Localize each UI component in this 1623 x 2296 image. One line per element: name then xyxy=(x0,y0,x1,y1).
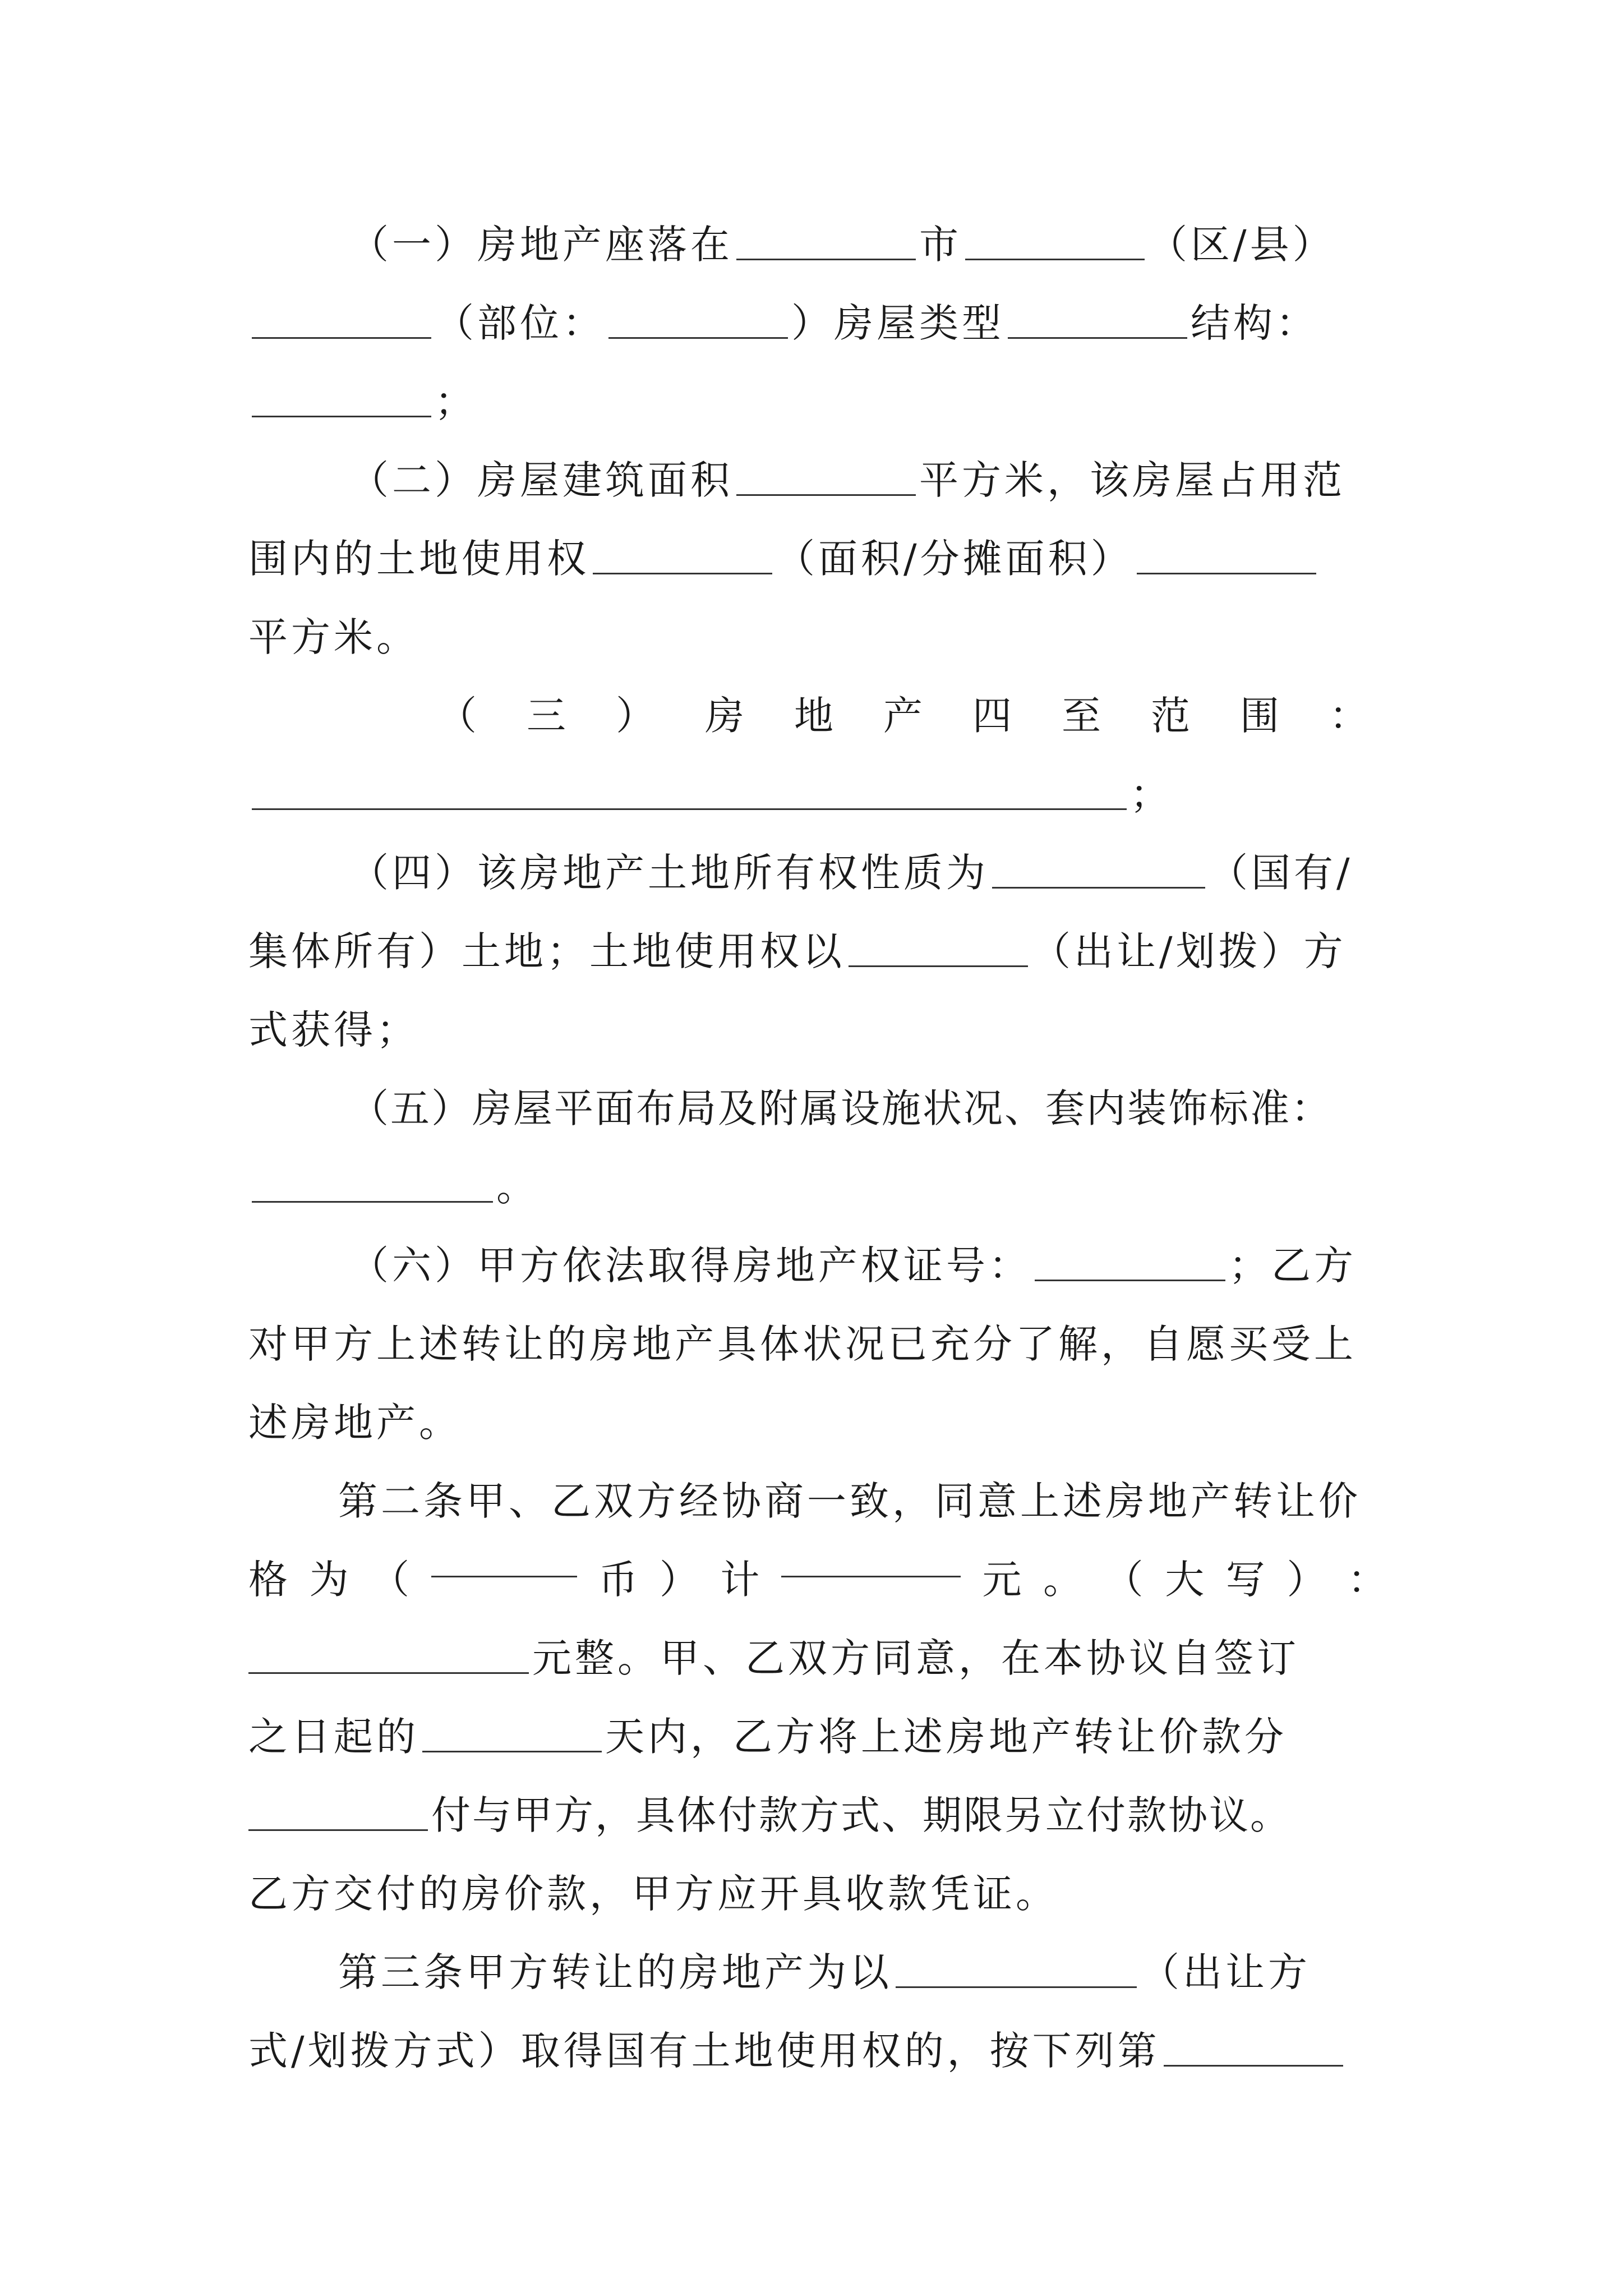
clause-char: ： xyxy=(1329,693,1368,739)
clause-2-line-2 xyxy=(248,519,1393,598)
clause-6-line-1 xyxy=(349,1226,1393,1305)
fill-blank-structure[interactable] xyxy=(252,380,431,417)
clause-char: ： xyxy=(1347,1557,1387,1603)
clause-text: （国有/ xyxy=(1209,850,1353,896)
fill-blank-price-in-words[interactable] xyxy=(248,1637,529,1674)
clause-2-line-3 xyxy=(248,598,1393,677)
clause-text: ； xyxy=(435,379,477,425)
clause-text: 。 xyxy=(496,1164,539,1210)
clause-char: 四 xyxy=(972,693,1012,739)
fill-blank-district[interactable] xyxy=(965,223,1145,260)
clause-text: （出让/划拨）方 xyxy=(1031,928,1347,974)
clause-char: 元 xyxy=(982,1557,1022,1603)
clause-4-line-2 xyxy=(248,912,1393,991)
clause-6-line-2 xyxy=(248,1305,1393,1383)
fill-blank-days[interactable] xyxy=(422,1715,602,1752)
clause-text: 平方米，该房屋占用范 xyxy=(919,457,1345,503)
clause-1-line-1 xyxy=(349,205,1393,284)
clause-char: 计 xyxy=(720,1557,760,1603)
fill-blank-position[interactable] xyxy=(608,302,788,339)
clause-text: （六）甲方依法取得房地产权证号： xyxy=(349,1243,1031,1289)
fill-blank-city[interactable] xyxy=(736,223,916,260)
clause-text: 市 xyxy=(919,222,962,268)
clause-text: 围内的土地使用权 xyxy=(248,536,589,582)
clause-text: （面积/分摊面积） xyxy=(776,536,1133,582)
clause-6-line-3 xyxy=(248,1383,1393,1462)
clause-char: 格 xyxy=(248,1557,288,1603)
clause-text: 集体所有）土地；土地使用权以 xyxy=(248,928,845,974)
clause-3-line-1 xyxy=(437,677,1368,755)
clause-4-line-1 xyxy=(349,834,1393,912)
clause-text: 之日起的 xyxy=(248,1714,419,1760)
clause-char: ） xyxy=(1287,1557,1326,1603)
clause-text: ）房屋类型 xyxy=(791,300,1004,346)
clause-char: 为 xyxy=(309,1557,349,1603)
fill-blank-certificate-number[interactable] xyxy=(1035,1244,1225,1281)
clause-1-line-2 xyxy=(248,284,1393,362)
clause-text: （区/县） xyxy=(1148,222,1335,268)
fill-blank-location[interactable] xyxy=(252,302,431,339)
clause-char: 房 xyxy=(705,693,744,739)
clause-5-line-2 xyxy=(248,1148,1393,1226)
clause-text: 述房地产。 xyxy=(248,1400,462,1446)
clause-text: 乙方交付的房价款，甲方应开具收款凭证。 xyxy=(248,1871,1058,1917)
clause-text: 式获得； xyxy=(248,1007,419,1053)
clause-text: ；乙方 xyxy=(1229,1243,1357,1289)
clause-text: 天内，乙方将上述房地产转让价款分 xyxy=(605,1714,1287,1760)
clause-2-line-1 xyxy=(349,441,1393,519)
clause-char: 至 xyxy=(1062,693,1101,739)
clause-char: 地 xyxy=(794,693,833,739)
fill-blank-acquisition-method[interactable] xyxy=(849,930,1028,967)
clause-text: （四）该房地产土地所有权性质为 xyxy=(349,850,989,896)
clause-char: 大 xyxy=(1165,1557,1205,1603)
clause-text: ； xyxy=(1130,771,1173,817)
clause-char: 。 xyxy=(1043,1557,1083,1603)
clause-text: 结构： xyxy=(1191,300,1318,346)
clause-char: 范 xyxy=(1151,693,1190,739)
clause-char: 币 xyxy=(598,1557,638,1603)
clause-5-line-1 xyxy=(349,1069,1393,1148)
clause-char: （ xyxy=(437,693,477,739)
clause-1-line-3 xyxy=(248,362,1393,441)
clause-4-line-3 xyxy=(248,991,1393,1069)
clause-text: 元整。甲、乙双方同意，在本协议自签订 xyxy=(532,1635,1299,1681)
clause-text: 平方米。 xyxy=(248,614,419,660)
article-2-line-6 xyxy=(248,1855,1393,1933)
clause-text: （一）房地产座落在 xyxy=(349,222,733,268)
article-3-line-1 xyxy=(338,1933,1393,2012)
fill-blank-ownership-nature[interactable] xyxy=(992,852,1205,889)
clause-text: 对甲方上述转让的房地产具体状况已充分了解，自愿买受上 xyxy=(248,1321,1357,1367)
fill-blank-building-area[interactable] xyxy=(736,459,916,496)
clause-text: （二）房屋建筑面积 xyxy=(349,457,733,503)
clause-char: 写 xyxy=(1225,1557,1265,1603)
clause-3-line-2 xyxy=(248,755,1393,834)
clause-text: 第三条甲方转让的房地产为以 xyxy=(338,1949,892,1995)
clause-char: （ xyxy=(1104,1557,1144,1603)
clause-text: 第二条甲、乙双方经协商一致，同意上述房地产转让价 xyxy=(338,1478,1361,1524)
clause-text: （部位： xyxy=(435,300,605,346)
article-2-line-4 xyxy=(248,1697,1393,1776)
article-3-line-2 xyxy=(248,2012,1393,2090)
fill-blank-price-amount[interactable] xyxy=(781,1540,961,1577)
clause-text: （五）房屋平面布局及附属设施状况、套内装饰标准： xyxy=(349,1085,1332,1131)
clause-char: （ xyxy=(370,1557,410,1603)
fill-blank-land-grant-method[interactable] xyxy=(896,1951,1137,1988)
fill-blank-layout-standard[interactable] xyxy=(252,1166,493,1203)
fill-blank-option-number[interactable] xyxy=(1164,2030,1343,2067)
fill-blank-land-right[interactable] xyxy=(593,537,772,574)
clause-text: 付与甲方，具体付款方式、期限另立付款协议。 xyxy=(431,1792,1291,1838)
fill-blank-boundaries[interactable] xyxy=(252,773,1127,810)
clause-char: 产 xyxy=(883,693,923,739)
clause-text: 式/划拨方式）取得国有土地使用权的，按下列第 xyxy=(248,2028,1160,2074)
clause-char: ） xyxy=(616,693,655,739)
clause-char: ） xyxy=(659,1557,699,1603)
article-2-line-3 xyxy=(248,1619,1393,1697)
fill-blank-currency[interactable] xyxy=(431,1540,577,1577)
fill-blank-land-area[interactable] xyxy=(1137,537,1316,574)
article-2-line-5 xyxy=(248,1776,1393,1855)
clause-char: 围 xyxy=(1240,693,1279,739)
article-2-line-2 xyxy=(248,1540,1387,1619)
fill-blank-installments[interactable] xyxy=(248,1794,428,1831)
fill-blank-house-type[interactable] xyxy=(1008,302,1187,339)
clause-char: 三 xyxy=(527,693,566,739)
article-2-line-1 xyxy=(338,1462,1393,1540)
clause-text: （出让方 xyxy=(1140,1949,1311,1995)
